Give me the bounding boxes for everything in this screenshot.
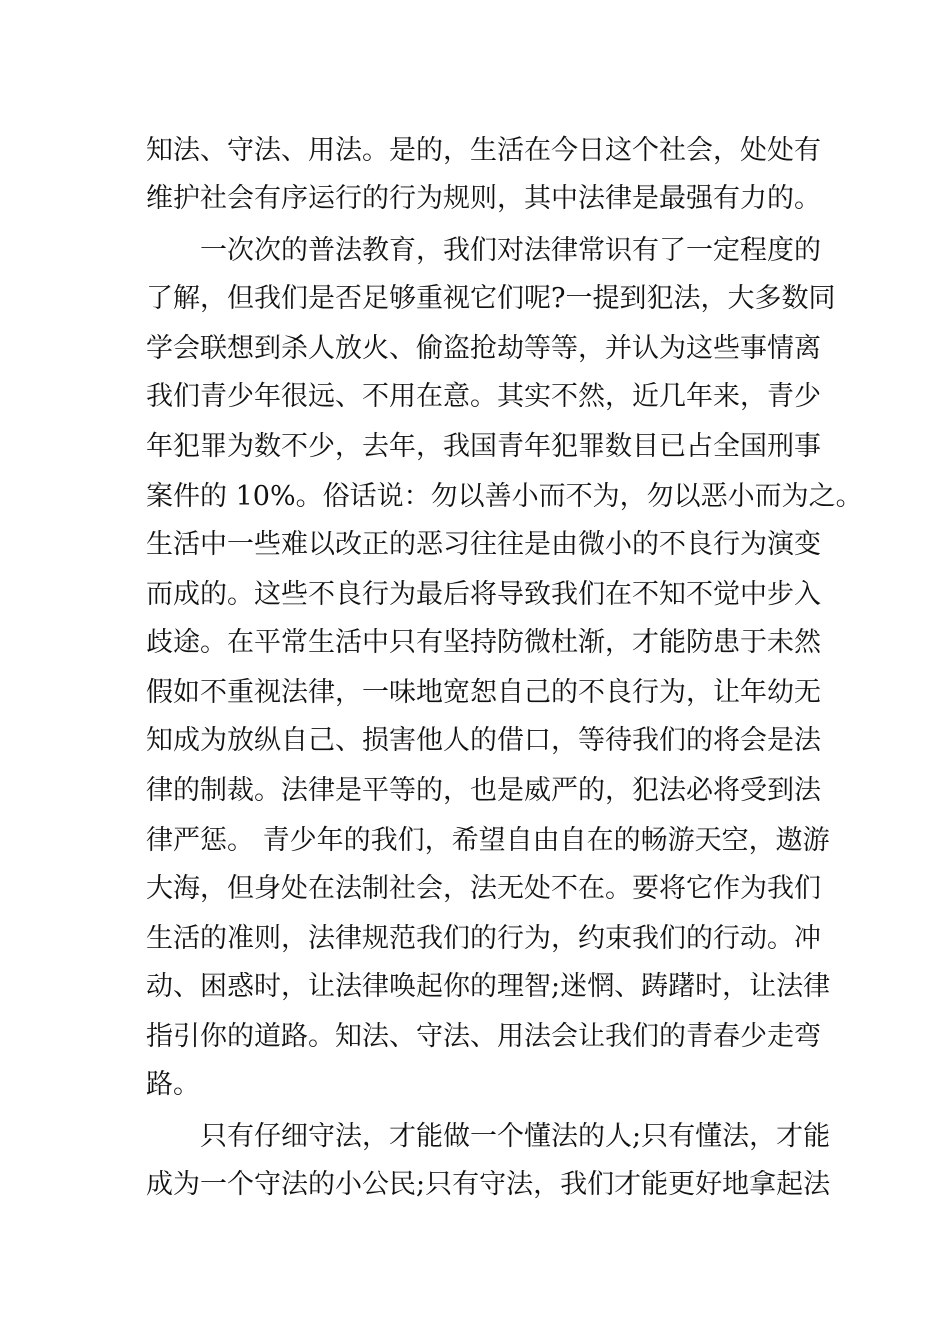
text-line: 律的制裁。法律是平等的，也是威严的，犯法必将受到法 <box>146 775 821 806</box>
text-line: 了解，但我们是否足够重视它们呢?一提到犯法，大多数同 <box>146 283 836 314</box>
text-line: 律严惩。 青少年的我们，希望自由自在的畅游天空，遨游 <box>146 825 830 856</box>
paragraph-first-line: 一次次的普法教育，我们对法律常识有了一定程度的 <box>200 235 821 266</box>
text-line: 假如不重视法律，一味地宽恕自己的不良行为，让年幼无 <box>146 677 821 708</box>
text-line: 知成为放纵自己、损害他人的借口，等待我们的将会是法 <box>146 725 821 756</box>
text-line: 生活的准则，法律规范我们的行为，约束我们的行动。冲 <box>146 923 821 954</box>
text-line: 成为一个守法的小公民;只有守法，我们才能更好地拿起法 <box>146 1169 831 1200</box>
paragraph-first-line: 只有仔细守法，才能做一个懂法的人;只有懂法，才能 <box>200 1121 831 1152</box>
text-line: 动、困惑时，让法律唤起你的理智;迷惘、踌躇时，让法律 <box>146 971 831 1002</box>
text-line: 年犯罪为数不少，去年，我国青年犯罪数目已占全国刑事 <box>146 431 821 462</box>
text-line: 我们青少年很远、不用在意。其实不然，近几年来，青少 <box>146 381 821 412</box>
text-line: 知法、守法、用法。是的，生活在今日这个社会，处处有 <box>146 135 821 166</box>
body-text <box>146 0 863 1344</box>
text-line: 学会联想到杀人放火、偷盗抢劫等等，并认为这些事情离 <box>146 333 821 364</box>
text-line: 路。 <box>146 1069 200 1100</box>
text-line: 案件的 10%。俗话说：勿以善小而不为，勿以恶小而为之。 <box>146 481 863 512</box>
text-line: 而成的。这些不良行为最后将导致我们在不知不觉中步入 <box>146 579 821 610</box>
text-line: 生活中一些难以改正的恶习往往是由微小的不良行为演变 <box>146 529 821 560</box>
text-line: 指引你的道路。知法、守法、用法会让我们的青春少走弯 <box>146 1021 821 1052</box>
text-line: 大海，但身处在法制社会，法无处不在。要将它作为我们 <box>146 873 821 904</box>
text-line: 歧途。在平常生活中只有坚持防微杜渐，才能防患于未然 <box>146 627 821 658</box>
text-line: 维护社会有序运行的行为规则，其中法律是最强有力的。 <box>146 183 821 214</box>
